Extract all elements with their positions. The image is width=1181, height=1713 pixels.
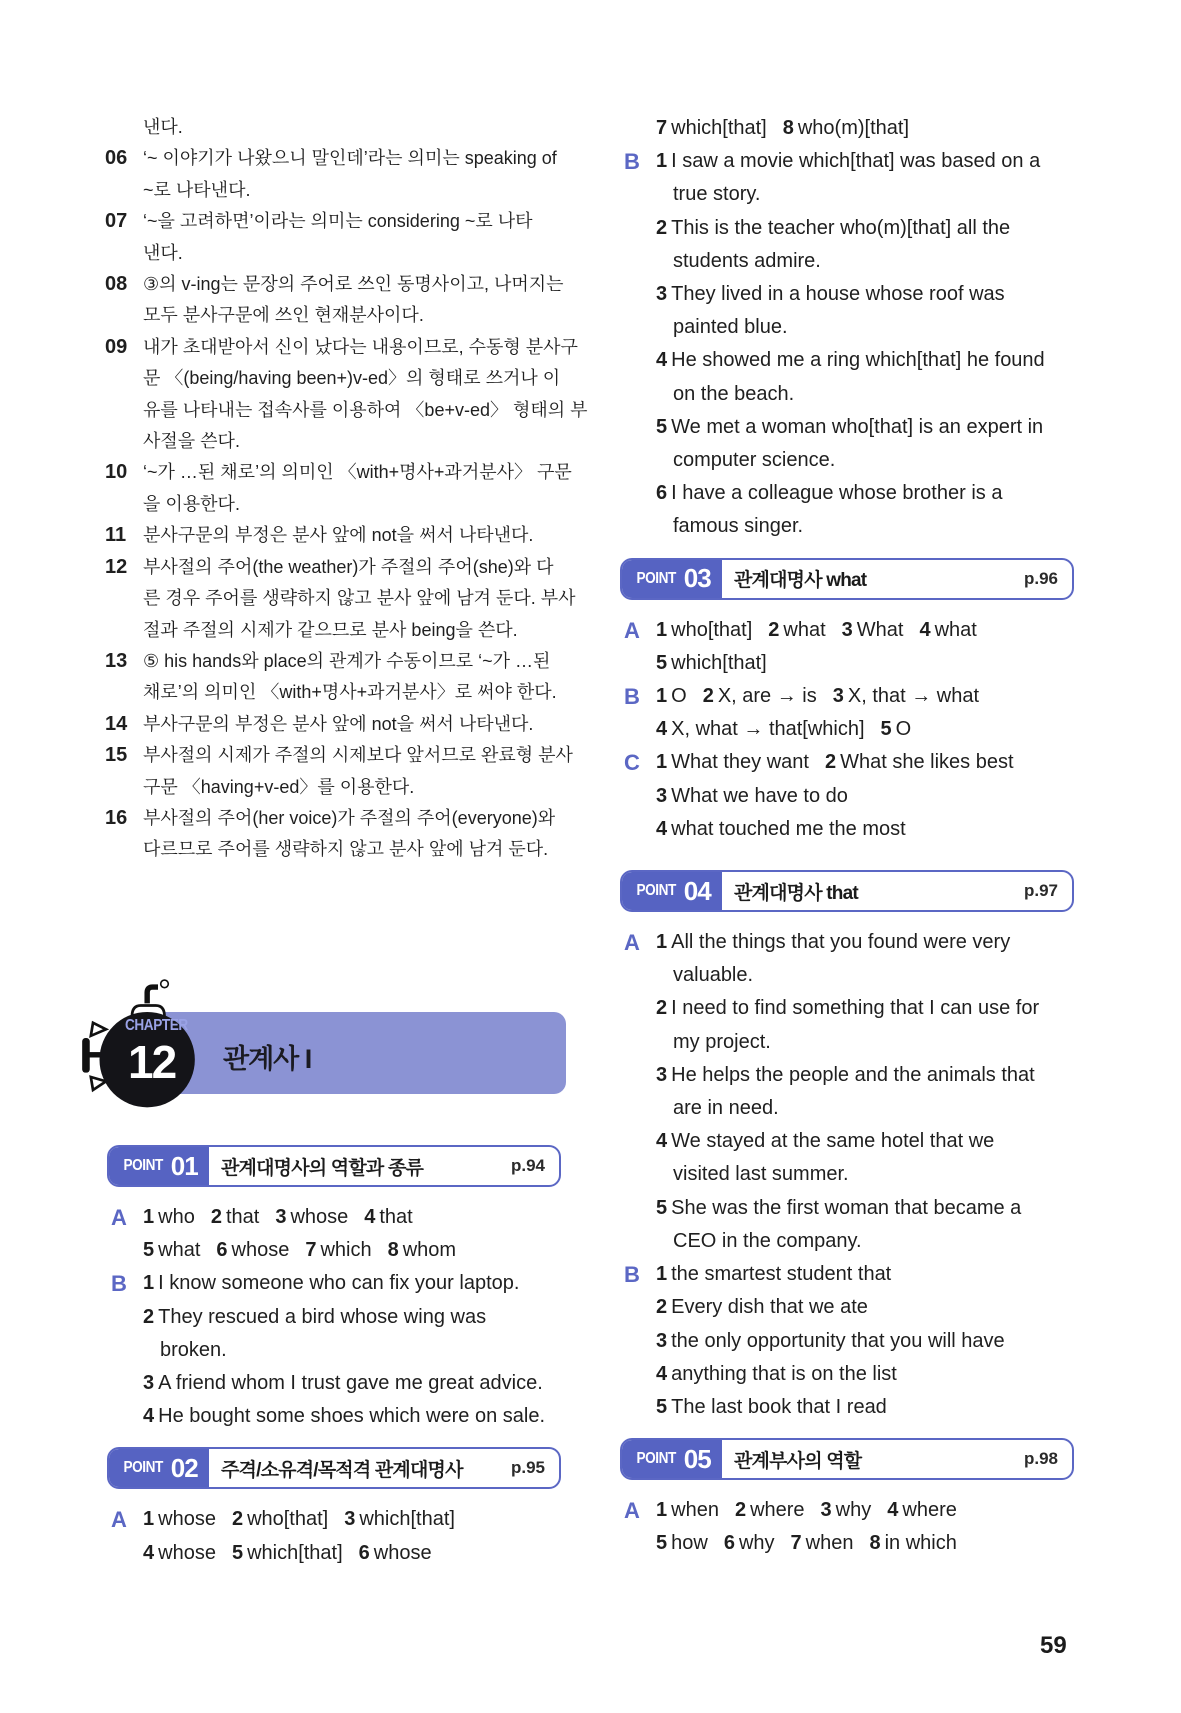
answer-text: computer science. <box>673 449 836 472</box>
answer-sentence-line <box>656 1258 1074 1291</box>
answer-sentence-line <box>143 1301 561 1334</box>
answer-sentence-line <box>656 1391 1074 1424</box>
answer-text: true story. <box>673 183 761 206</box>
explanation-line: 유를 나타내는 접속사를 이용하여 〈be+v-ed〉 형태의 부 <box>143 399 588 420</box>
answer-number: 4 <box>143 1541 155 1564</box>
chapter-banner <box>88 975 566 1095</box>
answer-number: 3 <box>656 283 668 306</box>
answer-text: X, what → that[which] <box>671 718 865 741</box>
explanation-number: 08 <box>105 273 128 296</box>
answer-number: 2 <box>231 1508 244 1531</box>
answer-text: which[that] <box>247 1541 343 1564</box>
p02-section-b <box>620 145 1074 543</box>
point-title: 관계대명사의 역할과 종류 <box>221 1157 424 1179</box>
explanation-line: ~로 나타낸다. <box>143 179 251 200</box>
answer-sentence-line <box>656 378 1074 411</box>
answer-number: 1 <box>656 618 668 641</box>
answer-sentence-line <box>143 1334 561 1367</box>
explanation-line: 절과 주절의 시제가 같으므로 분사 being을 쓴다. <box>143 619 518 640</box>
point-tag <box>109 1147 209 1185</box>
answer-text: X, that → what <box>847 685 980 708</box>
answer-row <box>656 112 1074 145</box>
point-number: 05 <box>683 1443 711 1474</box>
answer-sentence-line <box>656 411 1074 444</box>
answer-text: He bought some shoes which were on sale. <box>158 1405 546 1428</box>
answer-sentence-line <box>656 311 1074 344</box>
answer-number: 1 <box>143 1508 155 1531</box>
answer-text: that <box>225 1206 260 1228</box>
section-letter-a: A <box>624 1498 640 1524</box>
answer-number: 2 <box>210 1206 222 1228</box>
answer-text: famous singer. <box>673 515 804 538</box>
answer-number: 6 <box>723 1532 735 1555</box>
answer-sentence-line <box>656 1291 1074 1324</box>
answer-number: 3 <box>832 685 844 708</box>
answer-sentence-line <box>656 510 1074 543</box>
answer-sentence-line <box>656 1125 1074 1158</box>
explanation-text <box>143 709 565 740</box>
explanation-line: 다르므로 주어를 생략하지 않고 분사 앞에 남겨 둔다. <box>143 839 549 860</box>
answer-number: 5 <box>656 415 668 438</box>
answer-row <box>656 713 1074 746</box>
answer-number: 2 <box>656 1296 668 1319</box>
answer-number: 2 <box>768 618 780 641</box>
answer-number: 6 <box>358 1541 370 1564</box>
answer-text: what <box>934 618 977 641</box>
answer-sentence-line <box>656 344 1074 377</box>
explanation-line: 부사절의 시제가 주절의 시제보다 앞서므로 완료형 분사 <box>143 745 573 766</box>
explanation-text <box>143 646 565 709</box>
answer-text: which <box>320 1239 372 1262</box>
explanation-line: ‘~ 이야기가 나왔으니 말인데’라는 의미는 speaking of <box>143 148 557 169</box>
answer-text: when <box>805 1532 854 1555</box>
answer-text: where <box>902 1499 957 1522</box>
answer-sentence-line <box>656 178 1074 211</box>
point-tag <box>622 560 722 598</box>
answer-text: whose <box>231 1239 290 1262</box>
answer-sentence-line <box>656 477 1074 510</box>
point-number: 04 <box>683 875 711 906</box>
explanation-number: 10 <box>105 461 128 484</box>
answer-number: 2 <box>143 1305 155 1328</box>
answer-sentence-line <box>656 959 1074 992</box>
answer-text: O <box>671 685 687 708</box>
answer-text: whose <box>158 1541 216 1564</box>
answer-number: 7 <box>656 117 668 139</box>
explanation-line: 내가 초대받아서 신이 났다는 내용이므로, 수동형 분사구 <box>143 336 578 357</box>
explanation-item <box>105 552 576 646</box>
answer-number: 7 <box>305 1239 317 1262</box>
answer-number: 5 <box>231 1541 244 1564</box>
point-tag <box>622 1440 722 1478</box>
answer-number: 4 <box>143 1405 155 1428</box>
answer-text: students admire. <box>673 249 821 272</box>
answer-sentence-line <box>656 1026 1074 1059</box>
answer-text: are in need. <box>673 1097 779 1120</box>
answer-text: broken. <box>160 1338 227 1361</box>
point-tag <box>109 1449 209 1487</box>
explanation-item <box>105 269 565 332</box>
answer-text: A friend whom I trust gave me great advice. <box>158 1372 543 1395</box>
answer-text: whose <box>290 1206 349 1228</box>
explanation-number: 14 <box>105 712 128 735</box>
answer-number: 1 <box>656 931 668 954</box>
explanation-line: 채로’의 의미인 〈with+명사+과거분사〉로 써야 한다. <box>143 682 557 703</box>
answer-number: 1 <box>656 1263 668 1286</box>
point-title: 관계부사의 역할 <box>734 1450 862 1472</box>
answer-row <box>656 1494 1074 1527</box>
explanation-item <box>105 646 565 709</box>
answer-text: painted blue. <box>673 316 788 339</box>
section-letter-a: A <box>624 930 640 956</box>
point-tag <box>622 872 722 910</box>
explanations-list <box>105 112 588 866</box>
explanation-line: 낸다. <box>143 117 183 137</box>
answer-number: 2 <box>824 751 837 774</box>
answer-text: anything that is on the list <box>671 1362 897 1385</box>
answer-row <box>656 614 1074 647</box>
answer-sentence-line <box>143 1367 561 1400</box>
answer-sentence-line <box>656 278 1074 311</box>
point-word: POINT <box>123 1459 164 1477</box>
answer-row <box>656 680 1074 713</box>
answer-text: in which <box>884 1532 957 1555</box>
p04-section-a <box>620 926 1074 1258</box>
explanation-number: 12 <box>105 555 128 578</box>
answer-number: 3 <box>841 618 853 641</box>
explanation-item <box>105 112 565 143</box>
answer-text: What <box>856 618 904 641</box>
section-letter-b: B <box>624 1262 640 1288</box>
point-05-header <box>620 1438 1074 1480</box>
answer-text: which[that] <box>359 1508 455 1531</box>
explanation-text <box>143 520 565 551</box>
explanation-text <box>143 740 573 803</box>
p02-section-a-part1 <box>107 1503 561 1569</box>
answer-text: my project. <box>673 1030 771 1053</box>
point-04-header <box>620 870 1074 912</box>
explanation-number: 06 <box>105 147 128 170</box>
explanation-line: 부사구문의 부정은 분사 앞에 not을 써서 나타낸다. <box>143 713 534 734</box>
point-03-header <box>620 558 1074 600</box>
answer-text: the smartest student that <box>671 1263 892 1286</box>
answer-number: 5 <box>880 718 892 741</box>
explanation-line: ⑤ his hands와 place의 관계가 수동이므로 ‘~가 …된 <box>143 650 551 671</box>
answer-number: 1 <box>656 1499 668 1522</box>
answer-sentence-line <box>656 992 1074 1025</box>
explanation-number: 09 <box>105 335 128 358</box>
answer-text: on the beach. <box>673 382 795 405</box>
answer-text: whose <box>158 1508 216 1531</box>
answer-number: 3 <box>656 1063 668 1086</box>
answer-text: that <box>379 1206 413 1228</box>
answer-text: What we have to do <box>671 784 848 807</box>
answer-number: 3 <box>656 1329 668 1352</box>
answer-row <box>656 780 1074 813</box>
answer-number: 5 <box>656 651 668 674</box>
answer-number: 5 <box>143 1239 155 1262</box>
section-letter-b: B <box>624 684 640 710</box>
answer-sentence-line <box>656 1325 1074 1358</box>
answer-row <box>656 813 1074 846</box>
answer-number: 3 <box>820 1499 832 1522</box>
answer-text: CEO in the company. <box>673 1229 862 1252</box>
explanation-item <box>105 206 565 269</box>
p01-section-a <box>107 1201 561 1267</box>
point-word: POINT <box>123 1157 164 1174</box>
answer-sentence-line <box>143 1400 561 1433</box>
answer-text: whom <box>402 1239 457 1262</box>
answer-text: What she likes best <box>840 751 1014 774</box>
answer-sentence-line <box>656 212 1074 245</box>
explanation-line: 부사절의 주어(the weather)가 주절의 주어(she)와 다 <box>143 556 554 577</box>
answer-text: All the things that you found were very <box>671 931 1011 954</box>
answer-text: why <box>835 1499 872 1522</box>
answer-text: who(m)[that] <box>797 117 910 139</box>
answer-number: 6 <box>216 1239 228 1262</box>
answer-number: 3 <box>656 784 668 807</box>
explanation-line: 낸다. <box>143 242 183 263</box>
explanation-line: 구문 〈having+v-ed〉를 이용한다. <box>143 776 415 797</box>
answer-text: I need to find something that I can use for <box>671 997 1040 1020</box>
chapter-number: 12 <box>128 1036 176 1088</box>
explanation-text <box>143 803 565 866</box>
answer-text: He showed me a ring which[that] he found <box>671 349 1045 372</box>
point-title: 주격/소유격/목적격 관계대명사 <box>221 1459 463 1481</box>
answer-row <box>656 647 1074 680</box>
explanation-line: ‘~가 …된 채로’의 의미인 〈with+명사+과거분사〉 구문 <box>143 462 572 483</box>
answer-number: 4 <box>656 718 668 741</box>
p05-section-a <box>620 1494 1074 1560</box>
answer-text: the only opportunity that you will have <box>671 1329 1005 1352</box>
answer-sentence-line <box>656 1158 1074 1191</box>
answer-number: 4 <box>656 1362 668 1385</box>
point-page-ref: p.94 <box>510 1156 545 1175</box>
answer-text: The last book that I read <box>671 1395 887 1418</box>
answer-row <box>143 1234 561 1267</box>
answer-number: 2 <box>734 1499 747 1522</box>
answer-sentence-line <box>656 1092 1074 1125</box>
answer-number: 4 <box>364 1206 376 1228</box>
point-02-header <box>107 1447 561 1489</box>
section-letter-a: A <box>624 617 640 643</box>
answer-number: 4 <box>656 349 668 372</box>
answer-number: 8 <box>782 117 794 139</box>
answer-sentence-line <box>656 1225 1074 1258</box>
answer-number: 5 <box>656 1395 668 1418</box>
answer-number: 4 <box>919 618 931 641</box>
answer-text: who <box>158 1206 195 1228</box>
p03-section-c <box>620 746 1074 846</box>
explanation-item <box>105 803 565 866</box>
explanation-number: 13 <box>105 649 128 672</box>
explanation-line: 모두 분사구문에 쓰인 현재분사이다. <box>143 305 424 326</box>
section-letter-b: B <box>624 149 640 175</box>
page-number: 59 <box>1040 1632 1067 1659</box>
answer-text: which[that] <box>671 117 767 139</box>
point-page-ref: p.97 <box>1023 881 1058 901</box>
explanation-line: 른 경우 주어를 생략하지 않고 분사 앞에 남겨 둔다. 부사 <box>143 588 576 609</box>
point-word: POINT <box>636 569 677 587</box>
explanation-line: 사절을 쓴다. <box>143 431 240 452</box>
answer-text: Every dish that we ate <box>671 1296 868 1319</box>
answer-text: O <box>895 718 912 741</box>
section-letter-a: A <box>111 1507 127 1533</box>
left-answers <box>107 1145 561 1570</box>
answer-number: 8 <box>387 1239 399 1262</box>
answer-text: who[that] <box>247 1508 329 1531</box>
answer-text: She was the first woman that became a <box>671 1196 1022 1219</box>
answer-number: 4 <box>656 1130 668 1153</box>
point-word: POINT <box>636 882 677 900</box>
answer-text: I know someone who can fix your laptop. <box>158 1272 520 1295</box>
explanation-number: 16 <box>105 806 128 829</box>
explanation-item <box>105 709 565 740</box>
answer-number: 4 <box>887 1499 899 1522</box>
answer-number: 1 <box>656 685 668 708</box>
explanation-line: 분사구문의 부정은 분사 앞에 not을 써서 나타낸다. <box>143 525 534 546</box>
explanation-text <box>143 269 565 332</box>
answer-row <box>143 1201 561 1234</box>
point-title: 관계대명사 what <box>734 570 867 592</box>
answer-text: valuable. <box>673 964 754 987</box>
answer-number: 2 <box>656 997 668 1020</box>
explanation-line: 문 〈(being/having been+)v-ed〉의 형태로 쓰거나 이 <box>143 368 561 389</box>
answer-text: visited last summer. <box>673 1163 849 1186</box>
point-number: 03 <box>683 563 711 594</box>
answer-number: 1 <box>143 1272 155 1295</box>
answer-text: whose <box>373 1541 432 1564</box>
answer-number: 6 <box>656 482 668 505</box>
answer-text: They lived in a house whose roof was <box>671 283 1005 306</box>
point-number: 01 <box>170 1150 198 1181</box>
chapter-label: CHAPTER <box>125 1017 188 1034</box>
explanation-number <box>105 112 143 143</box>
answer-row <box>656 746 1074 779</box>
answer-text: I have a colleague whose brother is a <box>671 482 1003 505</box>
point-word: POINT <box>636 1450 677 1468</box>
answer-number: 7 <box>790 1532 802 1555</box>
answer-text: X, are → is <box>717 685 817 708</box>
answer-number: 5 <box>656 1196 668 1219</box>
point-title: 관계대명사 that <box>734 882 858 904</box>
explanation-line: ‘~을 고려하면’이라는 의미는 considering ~로 나타 <box>143 211 533 232</box>
explanation-line: 부사절의 주어(her voice)가 주절의 주어(everyone)와 <box>143 807 556 828</box>
section-letter-b: B <box>111 1271 127 1297</box>
answer-text: He helps the people and the animals that <box>671 1063 1035 1086</box>
answer-text: They rescued a bird whose wing was <box>158 1305 487 1328</box>
explanation-text <box>143 206 565 269</box>
explanation-number: 07 <box>105 210 128 233</box>
explanation-text <box>143 457 572 520</box>
explanation-line: ③의 v-ing는 문장의 주어로 쓰인 동명사이고, 나머지는 <box>143 274 564 295</box>
answer-number: 3 <box>344 1508 356 1531</box>
answer-text: What they want <box>671 751 809 774</box>
answer-sentence-line <box>656 145 1074 178</box>
point-number: 02 <box>170 1452 198 1483</box>
p04-section-b <box>620 1258 1074 1424</box>
answer-text: how <box>671 1532 708 1555</box>
answer-text: where <box>750 1499 805 1522</box>
explanation-text <box>143 143 565 206</box>
explanation-item <box>105 740 573 803</box>
answer-text: This is the teacher who(m)[that] all the <box>671 216 1011 239</box>
answer-number: 5 <box>656 1532 668 1555</box>
answer-sentence-line <box>656 926 1074 959</box>
answer-sentence-line <box>656 444 1074 477</box>
answer-number: 1 <box>656 751 668 774</box>
answer-number: 2 <box>656 216 668 239</box>
answer-number: 2 <box>702 685 714 708</box>
answer-row <box>656 1527 1074 1560</box>
point-page-ref: p.98 <box>1023 1449 1058 1469</box>
answer-row <box>143 1503 561 1536</box>
p03-section-a <box>620 614 1074 680</box>
chapter-title: 관계사 I <box>223 1044 312 1074</box>
chapter-title-bar <box>148 1012 566 1094</box>
answer-number: 1 <box>143 1206 155 1228</box>
answer-row <box>143 1537 561 1570</box>
explanation-number: 11 <box>105 524 127 547</box>
answer-sentence-line <box>143 1267 561 1300</box>
answer-number: 8 <box>869 1532 881 1555</box>
answer-sentence-line <box>656 1358 1074 1391</box>
explanation-number: 15 <box>105 744 128 767</box>
point-page-ref: p.95 <box>510 1458 545 1478</box>
answer-sentence-line <box>656 245 1074 278</box>
answer-number: 3 <box>275 1206 287 1228</box>
answer-text: what touched me the most <box>671 817 906 840</box>
point-page-ref: p.96 <box>1023 568 1058 588</box>
p01-section-b <box>107 1267 561 1433</box>
explanation-text <box>143 552 576 646</box>
answer-text: why <box>738 1532 775 1555</box>
answer-text: who[that] <box>671 618 753 641</box>
section-letter-a: A <box>111 1205 127 1230</box>
explanation-item <box>105 457 572 520</box>
answer-sentence-line <box>656 1192 1074 1225</box>
explanation-item <box>105 143 565 206</box>
explanation-item <box>105 332 588 458</box>
explanation-line: 을 이용한다. <box>143 493 240 514</box>
answer-text: which[that] <box>671 651 767 674</box>
answer-text: I saw a movie which[that] was based on a <box>671 150 1041 173</box>
answer-number: 1 <box>656 150 668 173</box>
p03-section-b <box>620 680 1074 746</box>
answer-text: what <box>783 618 826 641</box>
explanation-text <box>143 332 588 458</box>
point-01-header <box>107 1145 561 1187</box>
answer-text: We met a woman who[that] is an expert in <box>671 415 1044 438</box>
answer-number: 3 <box>143 1372 155 1395</box>
answer-sentence-line <box>656 1059 1074 1092</box>
p02-section-a-part2 <box>620 112 1074 145</box>
answer-text: what <box>158 1239 201 1262</box>
explanation-item <box>105 520 565 551</box>
section-letter-c: C <box>624 750 640 776</box>
right-answers <box>620 112 1074 1561</box>
answer-text: We stayed at the same hotel that we <box>671 1130 995 1153</box>
explanation-text <box>143 112 565 143</box>
answer-text: when <box>671 1499 719 1522</box>
answer-number: 4 <box>656 817 668 840</box>
